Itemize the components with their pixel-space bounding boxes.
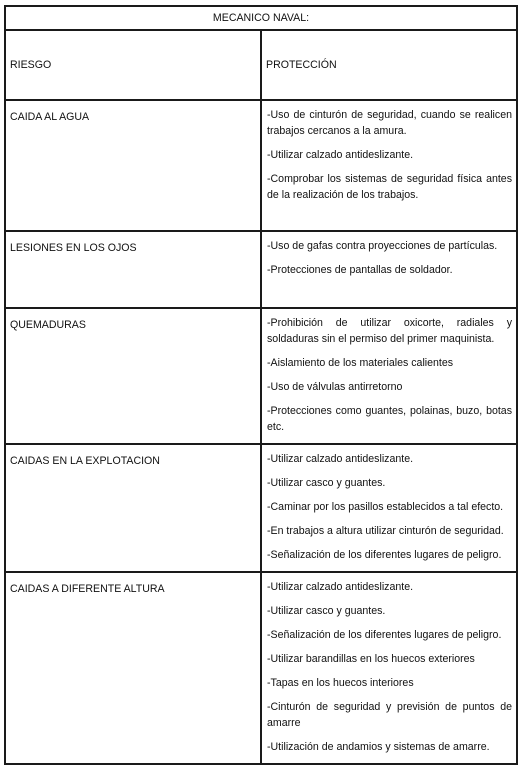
protection-item: -Cinturón de seguridad y previsión de puntos de amarre xyxy=(267,701,512,729)
risk-cell: CAIDAS A DIFERENTE ALTURA xyxy=(5,572,261,764)
protection-cell xyxy=(261,572,517,764)
risk-table xyxy=(4,5,518,765)
protection-item: -Utilizar barandillas en los huecos exteriores xyxy=(267,653,475,665)
protection-item: -Protecciones de pantallas de soldador. xyxy=(267,264,453,276)
protection-item: -Utilización de andamios y sistemas de amarre. xyxy=(267,741,490,753)
table-row xyxy=(5,100,517,231)
protection-cell xyxy=(261,100,517,231)
protection-item: -En trabajos a altura utilizar cinturón de seguridad. xyxy=(267,525,504,537)
protection-cell xyxy=(261,308,517,444)
protection-cell xyxy=(261,231,517,308)
header-protection-label: PROTECCIÓN xyxy=(266,59,337,71)
header-risk xyxy=(5,30,261,100)
protection-item: -Tapas en los huecos interiores xyxy=(267,677,414,689)
risk-cell: QUEMADURAS xyxy=(5,308,261,444)
protection-item: -Utilizar calzado antideslizante. xyxy=(267,581,414,593)
table-row xyxy=(5,572,517,764)
protection-item: -Protecciones como guantes, polainas, buzo, botas etc. xyxy=(267,405,512,433)
protection-item: -Aislamiento de los materiales calientes xyxy=(267,357,454,369)
protection-item: -Uso de válvulas antirretorno xyxy=(267,381,403,393)
risk-cell: LESIONES EN LOS OJOS xyxy=(5,231,261,308)
table-row xyxy=(5,444,517,572)
protection-item: -Utilizar casco y guantes. xyxy=(267,605,386,617)
protection-item: -Utilizar calzado antideslizante. xyxy=(267,149,414,161)
protection-item: -Señalización de los diferentes lugares de peligro. xyxy=(267,549,502,561)
table-title: MECANICO NAVAL: xyxy=(5,6,517,30)
risk-cell: CAIDA AL AGUA xyxy=(5,100,261,231)
table-row xyxy=(5,231,517,308)
protection-item: -Señalización de los diferentes lugares de peligro. xyxy=(267,629,502,641)
header-protection xyxy=(261,30,517,100)
risk-cell: CAIDAS EN LA EXPLOTACION xyxy=(5,444,261,572)
protection-item: -Utilizar casco y guantes. xyxy=(267,477,386,489)
protection-item: -Uso de gafas contra proyecciones de partículas. xyxy=(267,240,498,252)
protection-item: -Caminar por los pasillos establecidos a tal efecto. xyxy=(267,501,504,513)
protection-item: -Utilizar calzado antideslizante. xyxy=(267,453,414,465)
protection-item: -Prohibición de utilizar oxicorte, radiales y soldaduras sin el permiso del primer maquinista. xyxy=(267,317,512,345)
protection-cell xyxy=(261,444,517,572)
protection-item: -Comprobar los sistemas de seguridad física antes de la realización de los trabajos. xyxy=(267,173,512,201)
protection-item: -Uso de cinturón de seguridad, cuando se realicen trabajos cercanos a la amura. xyxy=(267,109,512,137)
table-row xyxy=(5,308,517,444)
header-risk-label: RIESGO xyxy=(10,59,52,71)
